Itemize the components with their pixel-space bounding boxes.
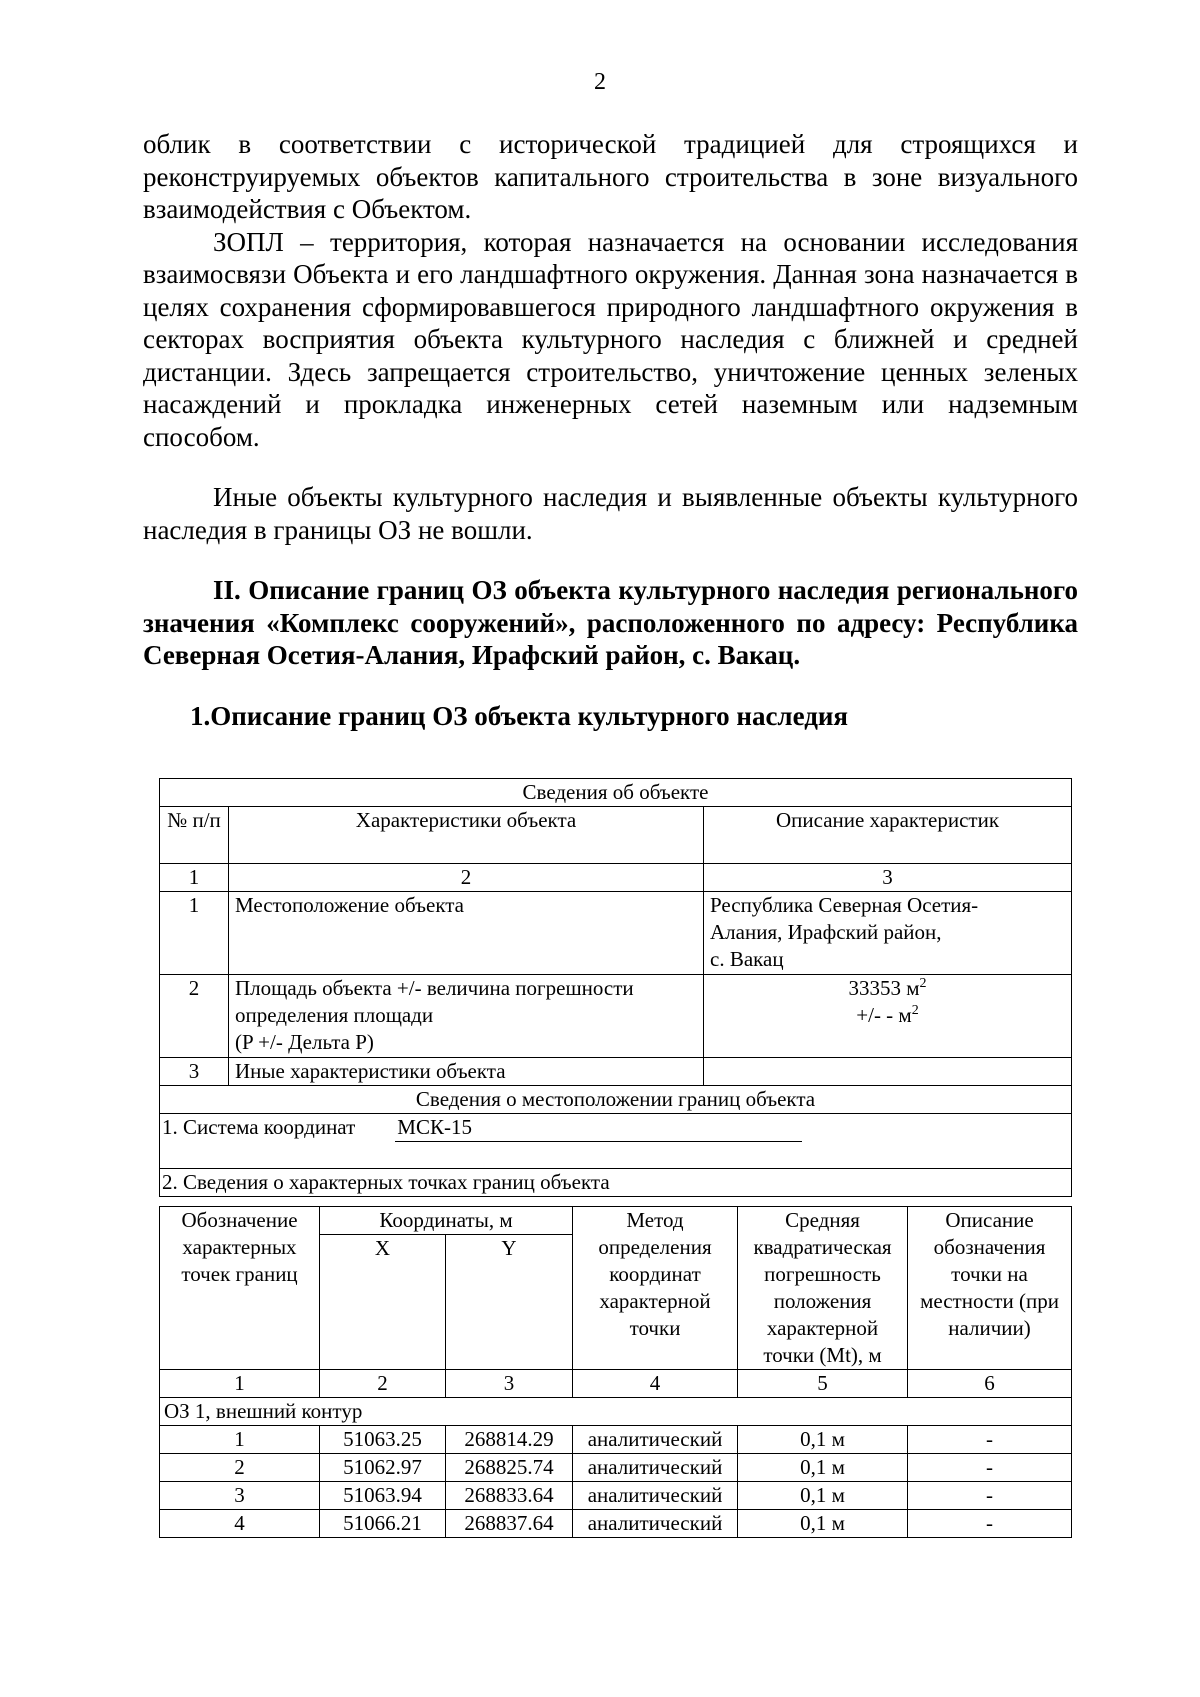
point-y: 268814.29 — [446, 1426, 573, 1454]
index-cell: 3 — [704, 864, 1072, 892]
coordinate-system-row — [160, 1114, 1072, 1169]
object-info-table — [159, 778, 1072, 1197]
point-method: аналитический — [573, 1510, 738, 1538]
header-error: Средняя квадратическая погрешность положения характерной точки (Mt), м — [738, 1207, 908, 1370]
point-error: 0,1 м — [738, 1482, 908, 1510]
area-label-line: (P +/- Дельта P) — [235, 1030, 374, 1054]
location-section-title: Сведения о местоположении границ объекта — [160, 1086, 1072, 1114]
location-line: с. Вакац — [710, 947, 784, 971]
col-header-description: Описание характеристик — [704, 807, 1072, 864]
contour-label: ОЗ 1, внешний контур — [160, 1398, 1072, 1426]
point-method: аналитический — [573, 1426, 738, 1454]
index-cell: 6 — [908, 1370, 1072, 1398]
point-y: 268833.64 — [446, 1482, 573, 1510]
header-method: Метод определения координат характерной точки — [573, 1207, 738, 1370]
area-value — [704, 975, 1072, 1058]
point-y: 268837.64 — [446, 1510, 573, 1538]
header-y: Y — [446, 1235, 573, 1370]
table-row — [160, 1454, 1072, 1482]
area-error-exponent: 2 — [911, 1003, 919, 1018]
area-label — [229, 975, 704, 1058]
index-cell: 2 — [229, 864, 704, 892]
location-line: Алания, Ирафский район, — [710, 920, 942, 944]
point-error: 0,1 м — [738, 1510, 908, 1538]
area-label-line: определения площади — [235, 1003, 434, 1027]
other-characteristics-value — [704, 1058, 1072, 1086]
header-coordinates: Координаты, м — [320, 1207, 573, 1235]
header-description: Описание обозначения точки на местности (при наличии) — [908, 1207, 1072, 1370]
area-error: +/- - м — [856, 1003, 912, 1027]
point-description: - — [908, 1482, 1072, 1510]
point-x: 51066.21 — [320, 1510, 446, 1538]
other-characteristics-label: Иные характеристики объекта — [229, 1058, 704, 1086]
paragraph-1: облик в соответствии с исторической традицией для строящихся и реконструируемых объектов капитального строительства в зоне визуального взаимодействия с Объектом. — [143, 129, 1078, 224]
point-error: 0,1 м — [738, 1426, 908, 1454]
point-description: - — [908, 1426, 1072, 1454]
index-cell: 1 — [160, 864, 229, 892]
header-designation: Обозначение характерных точек границ — [160, 1207, 320, 1370]
point-number: 2 — [160, 1454, 320, 1482]
point-method: аналитический — [573, 1482, 738, 1510]
document-body — [143, 128, 1078, 732]
location-line: Республика Северная Осетия- — [710, 893, 979, 917]
sub-heading: 1.Описание границ ОЗ объекта культурного наследия — [190, 700, 849, 731]
paragraph-2: ЗОПЛ – территория, которая назначается на основании исследования взаимосвязи Объекта и его ландшафтного окружения. Данная зона назначается в целях сохранения сформировавшегося природного ландшафтного окружения в секторах восприятия объекта культурного наследия с ближней и средней дистанции. Здесь запрещается строительство, уничтожение ценных зеленых насаждений и прокладка инженерных сетей наземным или надземным способом. — [143, 226, 1078, 452]
point-number: 4 — [160, 1510, 320, 1538]
index-cell: 2 — [320, 1370, 446, 1398]
row-number: 2 — [160, 975, 229, 1058]
points-section-title: 2. Сведения о характерных точках границ объекта — [160, 1169, 1072, 1197]
col-header-num: № п/п — [160, 807, 229, 864]
boundary-points-table — [159, 1206, 1072, 1538]
index-cell: 1 — [160, 1370, 320, 1398]
point-x: 51062.97 — [320, 1454, 446, 1482]
point-description: - — [908, 1510, 1072, 1538]
point-x: 51063.94 — [320, 1482, 446, 1510]
coordinate-system-value: МСК-15 — [395, 1114, 802, 1142]
point-number: 3 — [160, 1482, 320, 1510]
area-unit-exponent: 2 — [919, 976, 927, 991]
location-value — [704, 892, 1072, 975]
row-number: 3 — [160, 1058, 229, 1086]
point-error: 0,1 м — [738, 1454, 908, 1482]
point-number: 1 — [160, 1426, 320, 1454]
table-row — [160, 1426, 1072, 1454]
paragraph-3: Иные объекты культурного наследия и выявленные объекты культурного наследия в границы ОЗ не вошли. — [143, 482, 1078, 545]
table-row — [160, 1482, 1072, 1510]
area-label-line: Площадь объекта +/- величина погрешности — [235, 976, 634, 1000]
location-label: Местоположение объекта — [229, 892, 704, 975]
point-method: аналитический — [573, 1454, 738, 1482]
col-header-characteristics: Характеристики объекта — [229, 807, 704, 864]
area-amount: 33353 м — [848, 976, 920, 1000]
header-x: X — [320, 1235, 446, 1370]
point-x: 51063.25 — [320, 1426, 446, 1454]
point-description: - — [908, 1454, 1072, 1482]
index-cell: 3 — [446, 1370, 573, 1398]
row-number: 1 — [160, 892, 229, 975]
coordinate-system-label: 1. Система координат — [162, 1115, 356, 1139]
point-y: 268825.74 — [446, 1454, 573, 1482]
index-cell: 5 — [738, 1370, 908, 1398]
page-number: 2 — [594, 69, 606, 95]
section-heading: II. Описание границ ОЗ объекта культурного наследия регионального значения «Комплекс сооружений», расположенного по адресу: Республика Северная Осетия-Алания, Ирафский район, с. Вакац. — [143, 575, 1078, 670]
table-row — [160, 1510, 1072, 1538]
object-table-title: Сведения об объекте — [160, 779, 1072, 807]
index-cell: 4 — [573, 1370, 738, 1398]
